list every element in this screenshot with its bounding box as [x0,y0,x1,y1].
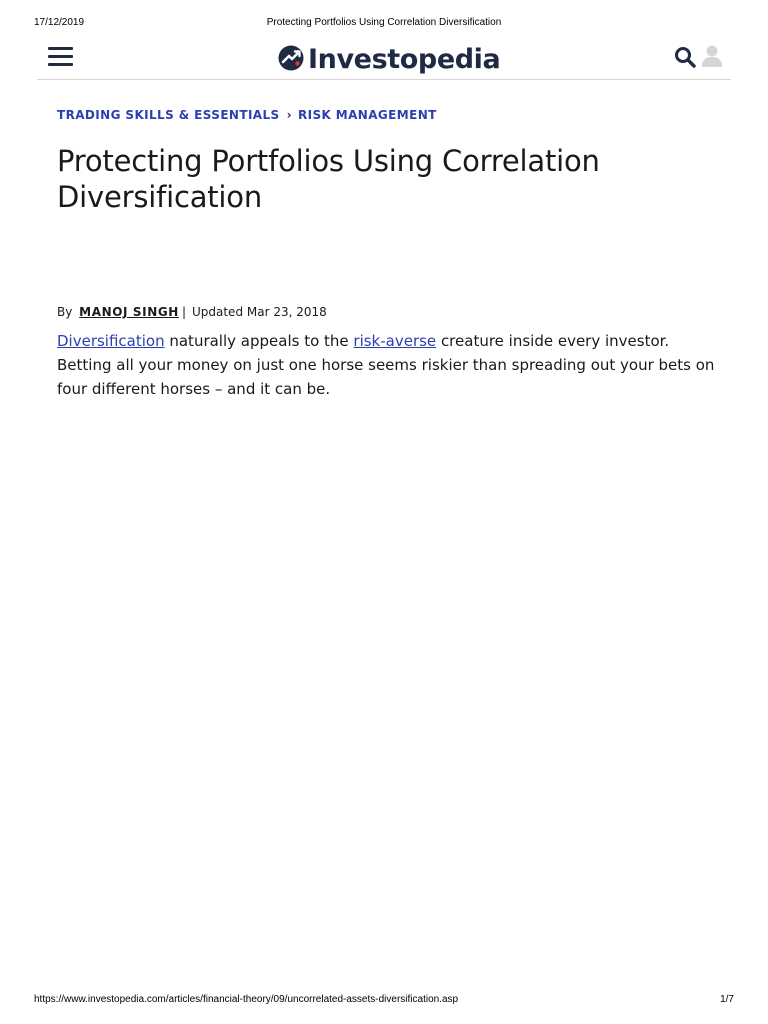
print-header [34,17,734,31]
paragraph-text-2: creature inside every investor. Betting all your money on just one horse seems riskier than spreading out your bets on four different horses – and it can be. [57,332,715,398]
site-name: Investopedia [308,44,501,75]
print-url: https://www.investopedia.com/articles/financial-theory/09/uncorrelated-assets-diversification.asp [34,994,459,1005]
byline-separator: | [181,305,186,319]
paragraph-text-1: naturally appeals to the [164,332,354,350]
article-paragraph [57,329,717,401]
updated-date: Updated Mar 23, 2018 [191,305,327,319]
print-document-title: Protecting Portfolios Using Correlation Diversification [266,17,502,28]
breadcrumb [57,108,437,122]
print-page-number: 1/7 [720,994,734,1005]
breadcrumb-item-trading-skills[interactable]: TRADING SKILLS & ESSENTIALS [57,108,280,122]
article-byline [57,305,327,319]
article-title: Protecting Portfolios Using Correlation Diversification [57,144,600,214]
diversification-link[interactable]: Diversification [57,332,165,350]
user-avatar-icon[interactable] [701,44,723,68]
hamburger-menu-icon[interactable] [48,47,73,67]
author-link[interactable]: MANOJ SINGH [79,305,179,319]
site-header [37,40,731,80]
print-footer [34,994,734,1008]
print-date: 17/12/2019 [34,17,85,28]
investopedia-logo-icon [278,45,304,71]
byline-by-label: By [57,305,73,319]
search-icon[interactable] [674,46,696,68]
breadcrumb-item-risk-management[interactable]: RISK MANAGEMENT [297,108,437,122]
chevron-right-icon: › [286,108,292,122]
risk-averse-link[interactable]: risk-averse [353,332,437,350]
